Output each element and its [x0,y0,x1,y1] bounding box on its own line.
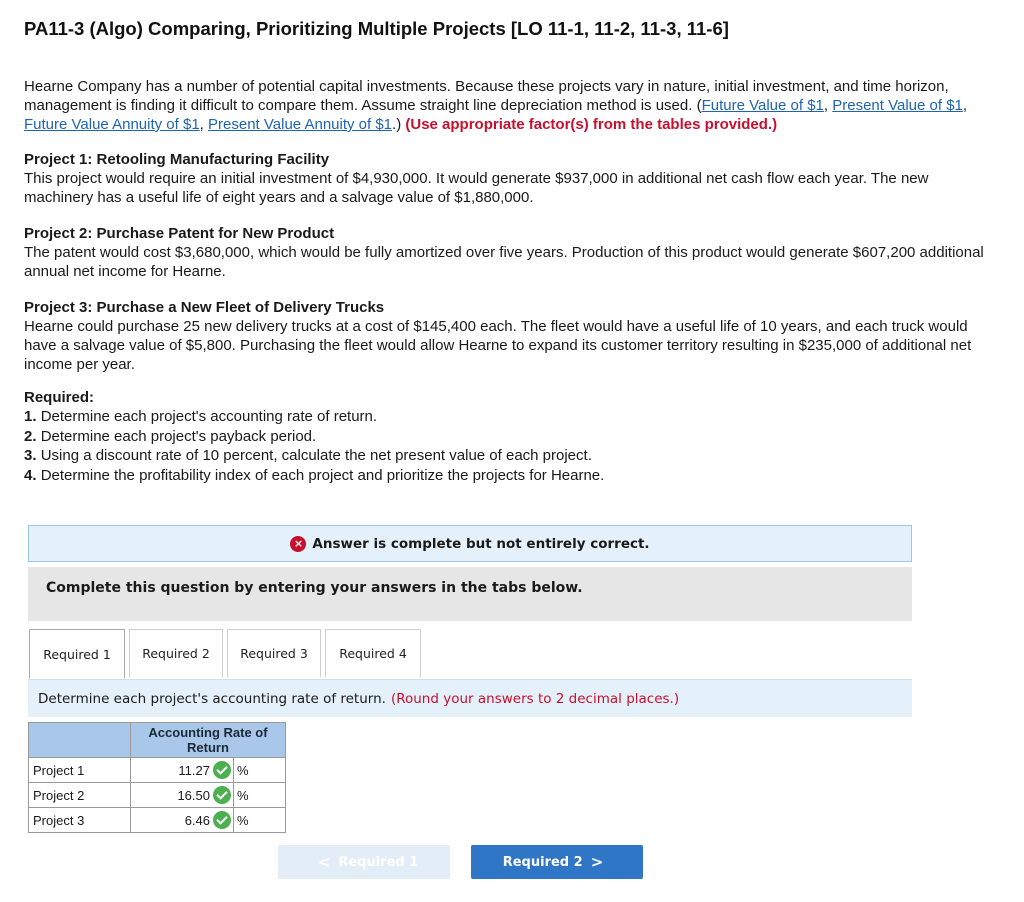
prev-button[interactable] [278,845,450,879]
correct-check-icon [213,786,231,804]
project-heading: Project 1: Retooling Manufacturing Facility [24,151,330,168]
project-body: This project would require an initial investment of $4,930,000. It would generate $937,000 in additional net cash flow each year. The new machinery has a useful life of eight years and a salvage value of $1,880,000. [24,170,929,206]
tab-bar [29,629,425,679]
link-present-value-annuity[interactable]: Present Value Annuity of $1 [208,116,393,133]
banner-text: Answer is complete but not entirely correct. [312,535,650,552]
project-2 [24,224,999,281]
prompt-text: Determine each project's accounting rate of return. [38,690,386,707]
correct-check-icon [213,811,231,829]
table-header-row [29,723,286,758]
answer-input-project-2[interactable]: 16.50 [131,783,234,808]
tab-required-1[interactable]: Required 1 [29,629,125,679]
project-1 [24,150,999,207]
intro-close: .) [392,116,402,133]
answer-input-project-3[interactable]: 6.46 [131,808,234,833]
next-button-label: Required 2 [502,854,583,870]
link-future-value[interactable]: Future Value of $1 [701,97,824,114]
project-3 [24,298,999,374]
tab-required-4[interactable]: Required 4 [325,629,421,677]
required-item: 2. Determine each project's payback period. [24,427,317,445]
table-header-arr: Accounting Rate of Return [131,723,286,758]
required-item: 4. Determine the profitability index of each project and prioritize the projects for Hearne. [24,466,605,484]
project-heading: Project 3: Purchase a New Fleet of Delivery Trucks [24,299,385,316]
link-present-value[interactable]: Present Value of $1 [832,97,963,114]
intro-text: Hearne Company has a number of potential capital investments. Because these projects vary in nature, initial investment, and time horizon, management is finding it difficult to compare them. Assume straight line depreciation method is used. ( [24,78,949,114]
answer-status-banner [28,525,912,562]
next-button[interactable] [471,845,643,879]
chevron-left-icon: < [317,853,331,871]
required-item: 1. Determine each project's accounting rate of return. [24,408,378,426]
row-label: Project 2 [29,783,131,808]
table-row [29,808,286,833]
project-body: The patent would cost $3,680,000, which would be fully amortized over five years. Production of this product would generate $607,200 additional annual net income for Hearne. [24,244,984,280]
table-header-blank [29,723,131,758]
row-label: Project 3 [29,808,131,833]
required-heading: Required: [24,389,95,406]
unit-label: % [234,808,286,833]
required-list [24,388,999,485]
instruction-box [28,567,912,621]
table-row [29,758,286,783]
required-item: 3. Using a discount rate of 10 percent, calculate the net present value of each project. [24,447,592,465]
unit-label: % [234,783,286,808]
instruction-text: Complete this question by entering your answers in the tabs below. [46,580,583,596]
prompt-note: (Round your answers to 2 decimal places.) [390,690,680,707]
answer-input-project-1[interactable]: 11.27 [131,758,234,783]
prev-button-label: Required 1 [338,854,419,870]
correct-check-icon [213,761,231,779]
tab-required-3[interactable]: Required 3 [227,629,321,677]
link-future-value-annuity[interactable]: Future Value Annuity of $1 [24,116,200,133]
tab-prompt [28,679,912,717]
accounting-rate-table [28,722,286,833]
error-x-icon: × [290,536,306,552]
chevron-right-icon: > [590,853,604,871]
tab-required-2[interactable]: Required 2 [129,629,223,677]
project-heading: Project 2: Purchase Patent for New Product [24,225,335,242]
project-body: Hearne could purchase 25 new delivery trucks at a cost of $145,400 each. The fleet would have a useful life of 10 years, and each truck would have a salvage value of $5,800. Purchasing the fleet would allow Hearne to expand its customer territory resulting in $235,000 of additional net income per year. [24,318,972,373]
intro-paragraph: Hearne Company has a number of potential capital investments. Because these projects vary in nature, initial investment, and time horizon, management is finding it difficult to compare them. Assume straight line depreciation method is used. (Future Value of $1, Present Value of $1, Future Value Annuity of $1, Present Value Annuity of $1.) (Use appropriate factor(s) from the tables provided.) [24,78,968,133]
unit-label: % [234,758,286,783]
row-label: Project 1 [29,758,131,783]
intro-note: (Use appropriate factor(s) from the tables provided.) [405,116,778,133]
table-row [29,783,286,808]
page-title: PA11-3 (Algo) Comparing, Prioritizing Multiple Projects [LO 11-1, 11-2, 11-3, 11-6] [24,18,729,39]
